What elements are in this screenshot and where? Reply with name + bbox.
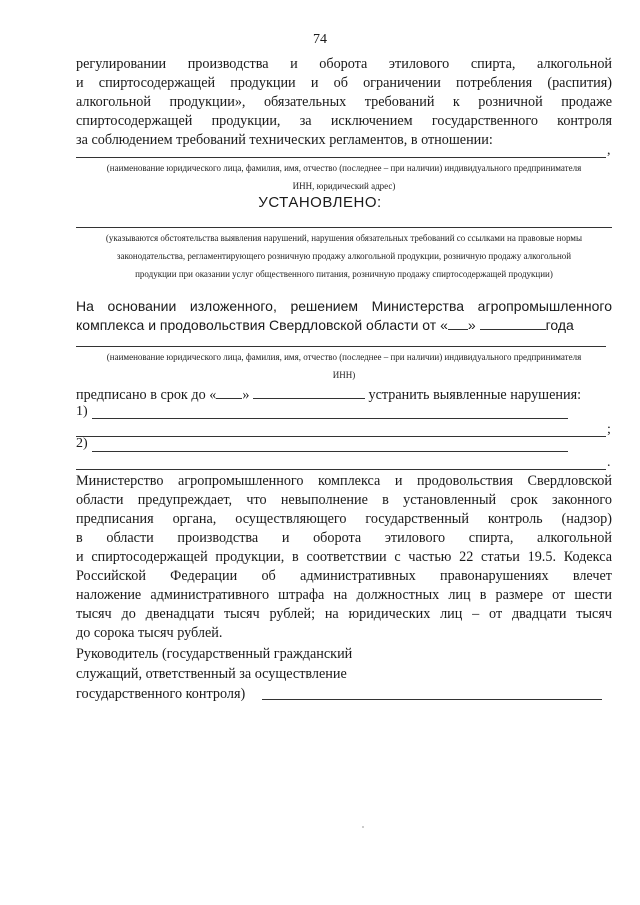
caption-line: законодательства, регламентирующего розничную продажу алкогольной продукции, розничную продажу алкогольной <box>116 251 572 261</box>
item-2-end-mark: . <box>607 455 611 470</box>
caption-line: ИНН, юридический адрес) <box>292 181 396 191</box>
item-number: 1) <box>76 404 88 419</box>
decision-day-blank[interactable] <box>448 317 468 330</box>
entity2-caption <box>76 348 612 384</box>
warning-line: в области производства и оборота этилового спирта, алкогольной <box>76 530 612 546</box>
prescribed-start: предписано в срок до « <box>76 387 217 403</box>
caption-line: (указываются обстоятельства выявления нарушений, нарушения обязательных требований со ссылками на правовые нормы <box>105 233 583 243</box>
warning-line: наложение административного штрафа на должностных лиц в размере от шести <box>76 587 612 603</box>
warning-paragraph <box>76 472 612 643</box>
item-number: 2) <box>76 436 88 451</box>
signature-line: служащий, ответственный за осуществление <box>76 666 347 682</box>
item-1-end-mark: ; <box>607 422 611 437</box>
entity-name-blank[interactable] <box>76 157 606 158</box>
caption-line: (наименование юридического лица, фамилия, имя, отчество (последнее – при наличии) индивидуального предпринимателя <box>106 163 582 173</box>
signature-line: Руководитель (государственный гражданский <box>76 646 353 662</box>
scan-speck <box>362 826 364 828</box>
entity2-name-blank[interactable] <box>76 346 606 347</box>
warning-line: тысяч до двенадцати тысяч рублей; на юридических лиц – от двадцати тысяч <box>76 606 612 622</box>
item-2-blank[interactable] <box>92 451 568 452</box>
warning-line: области предупреждает, что невыполнение в установленный срок законного <box>76 492 612 508</box>
intro-line: алкогольной продукции», обязательных требований к розничной продаже <box>76 94 612 110</box>
item-1-blank-continued[interactable] <box>76 436 606 437</box>
prescribed-row <box>76 386 612 405</box>
basis-year-word: года <box>545 317 574 333</box>
violations-caption <box>76 229 612 283</box>
page-number: 74 <box>313 32 327 47</box>
item-1-blank[interactable] <box>92 418 568 419</box>
caption-line: (наименование юридического лица, фамилия, имя, отчество (последнее – при наличии) индивидуального предпринимателя <box>106 352 582 362</box>
violations-blank[interactable] <box>76 227 612 228</box>
caption-line: ИНН) <box>332 370 356 380</box>
intro-line: за соблюдением требований технических регламентов, в отношении: <box>76 132 493 148</box>
prescribed-end: устранить выявленные нарушения: <box>368 387 582 403</box>
warning-line: и спиртосодержащей продукции, в соответствии с частью 22 статьи 19.5. Кодекса <box>76 549 612 565</box>
basis-date-row <box>76 316 574 335</box>
intro-line: регулировании производства и оборота этилового спирта, алкогольной <box>76 56 612 72</box>
intro-paragraph <box>76 55 612 150</box>
prescribed-quote-close: » <box>242 387 250 403</box>
entity-name-caption <box>76 159 612 195</box>
basis-line: На основании изложенного, решением Министерства агропромышленного <box>76 298 612 314</box>
warning-line: предписания органа, осуществляющего государственный контроль (надзор) <box>76 511 612 527</box>
intro-line: спиртосодержащей продукции, за исключением государственного контроля <box>76 113 612 129</box>
basis-line-start: комплекса и продовольствия Свердловской области от « <box>76 317 448 333</box>
warning-line: Министерство агропромышленного комплекса и продовольствия Свердловской <box>76 473 612 489</box>
intro-line: и спиртосодержащей продукции и об ограничении потребления (распития) <box>76 75 612 91</box>
caption-line: продукции при оказании услуг общественного питания, розничную продажу спиртосодержащей продукции) <box>135 269 553 279</box>
decision-month-blank[interactable] <box>480 317 546 330</box>
warning-line: до сорока тысяч рублей. <box>76 625 223 641</box>
deadline-day-blank[interactable] <box>216 386 242 399</box>
basis-paragraph <box>76 297 612 316</box>
warning-line: Российской Федерации об административных правонарушениях влечет <box>76 568 612 584</box>
deadline-month-blank[interactable] <box>253 386 365 399</box>
basis-quote-close: » <box>467 317 476 333</box>
section-heading: УСТАНОВЛЕНО: <box>258 194 382 211</box>
signature-blank[interactable] <box>262 699 602 700</box>
signature-line: государственного контроля) <box>76 686 246 702</box>
entity-line-comma: , <box>607 143 611 158</box>
item-2-blank-continued[interactable] <box>76 469 606 470</box>
